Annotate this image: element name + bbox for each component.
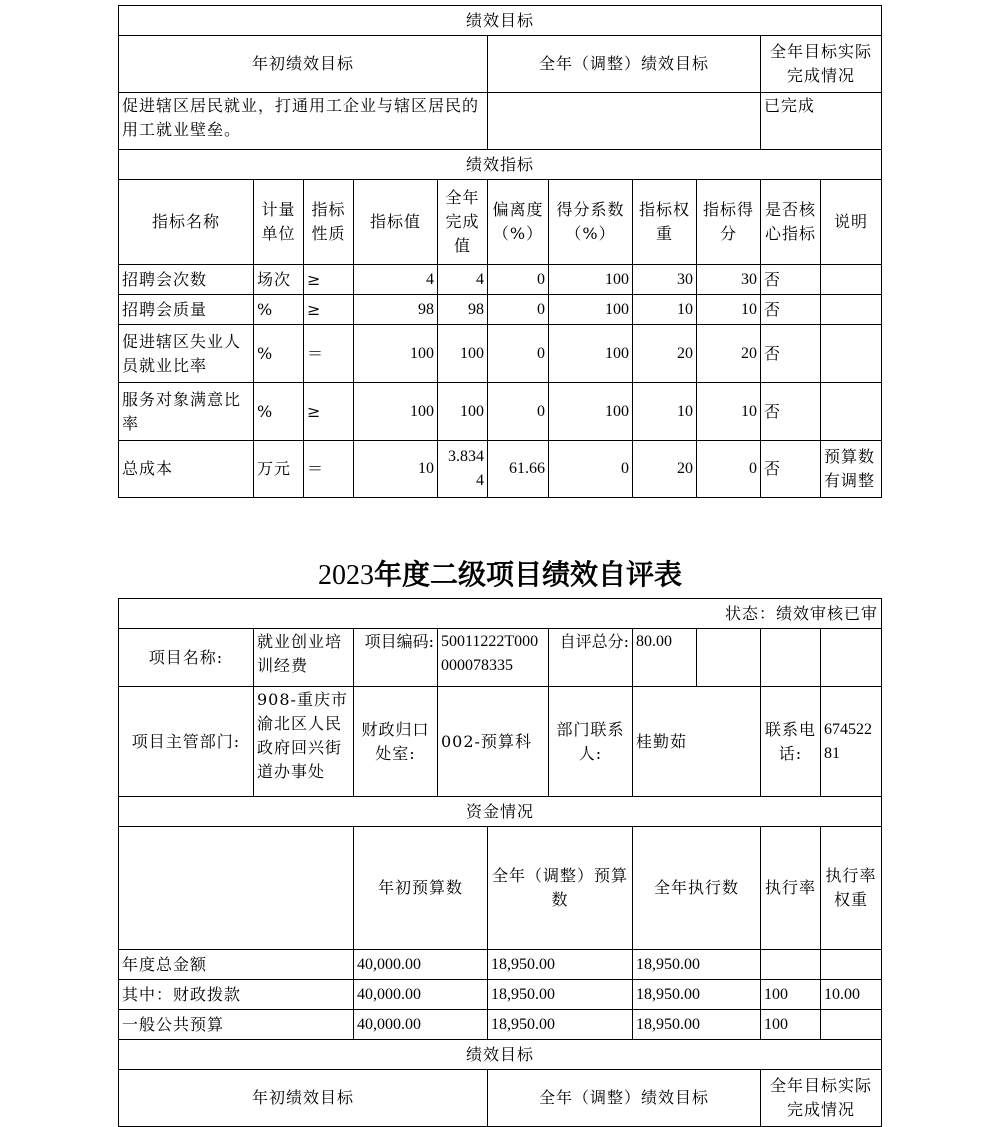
perf-goal-header-2: 绩效目标 [119,1040,882,1070]
table-row: 招聘会次数 场次 ≥ 4 4 0 100 30 30 否 [119,265,882,295]
contact-value: 桂勤茹 [633,687,761,797]
indicator-header: 绩效指标 [119,150,882,180]
col-score-coef: 得分系数（%） [549,180,633,265]
col-core: 是否核心指标 [761,180,821,265]
goal-adjusted-text [488,93,761,150]
performance-indicator-table [118,5,882,498]
col-nature: 指标性质 [304,180,354,265]
table-row: 其中：财政拨款 40,000.00 18,950.00 18,950.00 100 10.00 [119,980,882,1010]
contact-label: 部门联系人: [549,687,633,797]
goal-col-adjusted: 全年（调整）绩效目标 [488,36,761,93]
table-row: 一般公共预算 40,000.00 18,950.00 18,950.00 100 [119,1010,882,1040]
project-self-evaluation-table [118,598,882,1127]
goal-initial-text: 促进辖区居民就业，打通用工企业与辖区居民的用工就业壁垒。 [119,93,488,150]
goal-completion-text: 已完成 [761,93,882,150]
col-unit: 计量单位 [254,180,304,265]
table-row: 总成本 万元 ＝ 10 3.8344 61.66 0 20 0 否 预算数有调整 [119,441,882,498]
project-code-value: 50011222T000000078335 [438,629,549,687]
col-deviation: 偏离度（%） [488,180,549,265]
table-row: 年度总金额 40,000.00 18,950.00 18,950.00 [119,950,882,980]
project-name-label: 项目名称: [119,629,254,687]
table-row: 服务对象满意比率 % ≥ 100 100 0 100 10 10 否 [119,383,882,441]
status-badge: 状态：绩效审核已审 [119,599,882,629]
fund-col-executed: 全年执行数 [633,827,761,950]
title-year: 2023 [317,560,374,591]
col-indicator-name: 指标名称 [119,180,254,265]
score-label: 自评总分: [549,629,633,687]
funds-header: 资金情况 [119,797,882,827]
goal-col-initial-2: 年初绩效目标 [119,1070,488,1127]
fund-col-initial: 年初预算数 [354,827,488,950]
project-name-value: 就业创业培训经费 [254,629,354,687]
dept-label: 项目主管部门: [119,687,254,797]
fund-col-rate-weight: 执行率权重 [821,827,882,950]
table-row: 促进辖区失业人员就业比率 % ＝ 100 100 0 100 20 20 否 [119,325,882,383]
col-target-value: 指标值 [354,180,438,265]
col-weight: 指标权重 [633,180,697,265]
fund-col-adjusted: 全年（调整）预算数 [488,827,633,950]
fund-col-rate: 执行率 [761,827,821,950]
goal-col-initial: 年初绩效目标 [119,36,488,93]
col-completed-value: 全年完成值 [438,180,488,265]
page-title [0,553,1000,593]
col-remark: 说明 [821,180,882,265]
goal-col-completion-2: 全年目标实际完成情况 [761,1070,882,1127]
score-value: 80.00 [633,629,697,687]
office-value: 002-预算科 [438,687,549,797]
goal-col-completion: 全年目标实际完成情况 [761,36,882,93]
office-label: 财政归口处室: [354,687,438,797]
project-code-label: 项目编码: [354,629,438,687]
phone-value: 67452281 [821,687,882,797]
dept-value: 908-重庆市渝北区人民政府回兴街道办事处 [254,687,354,797]
goal-col-adjusted-2: 全年（调整）绩效目标 [488,1070,761,1127]
phone-label: 联系电话: [761,687,821,797]
perf-goal-header: 绩效目标 [119,6,882,36]
title-text: 年度二级项目绩效自评表 [373,558,682,591]
col-score: 指标得分 [697,180,761,265]
table-row: 招聘会质量 % ≥ 98 98 0 100 10 10 否 [119,295,882,325]
